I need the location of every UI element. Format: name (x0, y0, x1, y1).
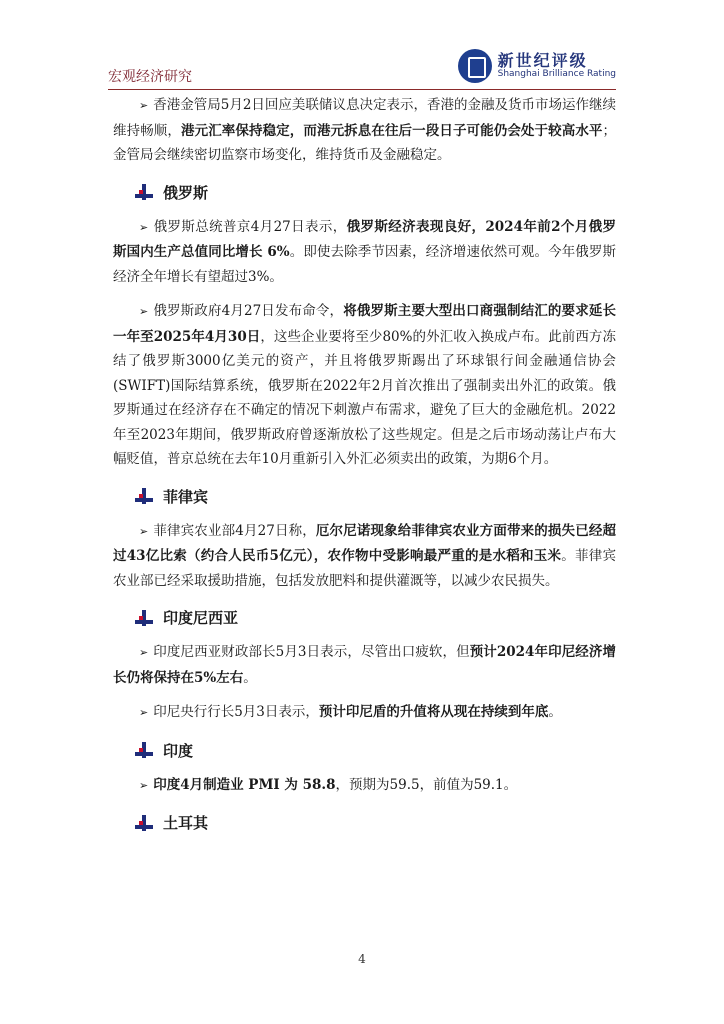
section-heading-turkey: 土耳其 (113, 812, 616, 833)
logo-english-name: Shanghai Brilliance Rating (497, 68, 616, 79)
bullet-arrow-icon: ➢ (139, 706, 149, 719)
paragraph-in-pmi: ➢ 印度4月制造业 PMI 为 58.8，预期为59.5，前值为59.1。 (139, 776, 518, 793)
paragraph-ru-fx: ➢ 俄罗斯政府4月27日发布命令，将俄罗斯主要大型出口商强制结汇的要求延长一年至2025年4月30日，这些企业要将至少80%的外汇收入换成卢布。此前西方冻结了俄罗斯3000亿美元的资产，并且将俄罗斯踢出了环球银行间金融通信协会(SWIFT)国际结算系统，俄罗斯在2022年2月首次推出了强制卖出外汇的政策。俄罗斯通过在经济存在不确定的情况下刺激卢布需求，避免了巨大的金融危机。2022年至2023年期间，俄罗斯政府曾逐渐放松了这些规定。但是之后市场动荡让卢布大幅贬值，普京总统在去年10月重新引入外汇必须卖出的政策，为期6个月。 (113, 303, 616, 467)
bullet-arrow-icon: ➢ (139, 99, 149, 112)
logo-emblem-icon (458, 49, 492, 83)
paragraph-id-currency: ➢ 印尼央行行长5月3日表示，预计印尼盾的升值将从现在持续到年底。 (139, 704, 562, 720)
document-body (113, 93, 616, 845)
header-divider (108, 89, 616, 90)
section-heading-indonesia: 印度尼西亚 (113, 607, 616, 628)
page-header (108, 46, 616, 90)
bullet-arrow-icon: ➢ (139, 305, 149, 318)
section-marker-icon (135, 815, 153, 831)
company-logo (458, 46, 616, 86)
page-number: 4 (358, 952, 366, 966)
section-marker-icon (135, 742, 153, 758)
bullet-arrow-icon: ➢ (139, 524, 149, 538)
section-heading-russia: 俄罗斯 (113, 182, 616, 203)
bullet-arrow-icon: ➢ (139, 646, 149, 659)
section-marker-icon (135, 488, 153, 504)
bullet-arrow-icon: ➢ (139, 220, 149, 234)
paragraph-ru-economy: ➢ 俄罗斯总统普京4月27日表示，俄罗斯经济表现良好，2024年前2个月俄罗斯国内生产总值同比增长 6%。即使去除季节因素，经济增速依然可观。今年俄罗斯经济全年增长有望超过3%。 (113, 218, 617, 285)
header-section-title: 宏观经济研究 (108, 69, 192, 85)
section-heading-india: 印度 (113, 740, 616, 761)
paragraph-hk: ➢ 香港金管局5月2日回应美联储议息决定表示，香港的金融及货币市场运作继续维持畅顺，港元汇率保持稳定，而港元拆息在往后一段日子可能仍会处于较高水平；金管局会继续密切监察市场变化，维持货币及金融稳定。 (113, 97, 617, 163)
paragraph-ph: ➢ 菲律宾农业部4月27日称，厄尔尼诺现象给菲律宾农业方面带来的损失已经超过43亿比索（约合人民币5亿元），农作物中受影响最严重的是水稻和玉米。菲律宾农业部已经采取援助措施，包括发放肥料和提供灌溉等，以减少农民损失。 (113, 522, 617, 589)
section-marker-icon (135, 184, 153, 200)
logo-chinese-name: 新世纪评级 (497, 50, 588, 70)
section-heading-philippines: 菲律宾 (113, 486, 616, 507)
bullet-arrow-icon: ➢ (139, 778, 149, 792)
paragraph-id-growth: ➢ 印度尼西亚财政部长5月3日表示，尽管出口疲软，但预计2024年印尼经济增长仍将保持在5%左右。 (113, 644, 616, 686)
section-marker-icon (135, 610, 153, 626)
